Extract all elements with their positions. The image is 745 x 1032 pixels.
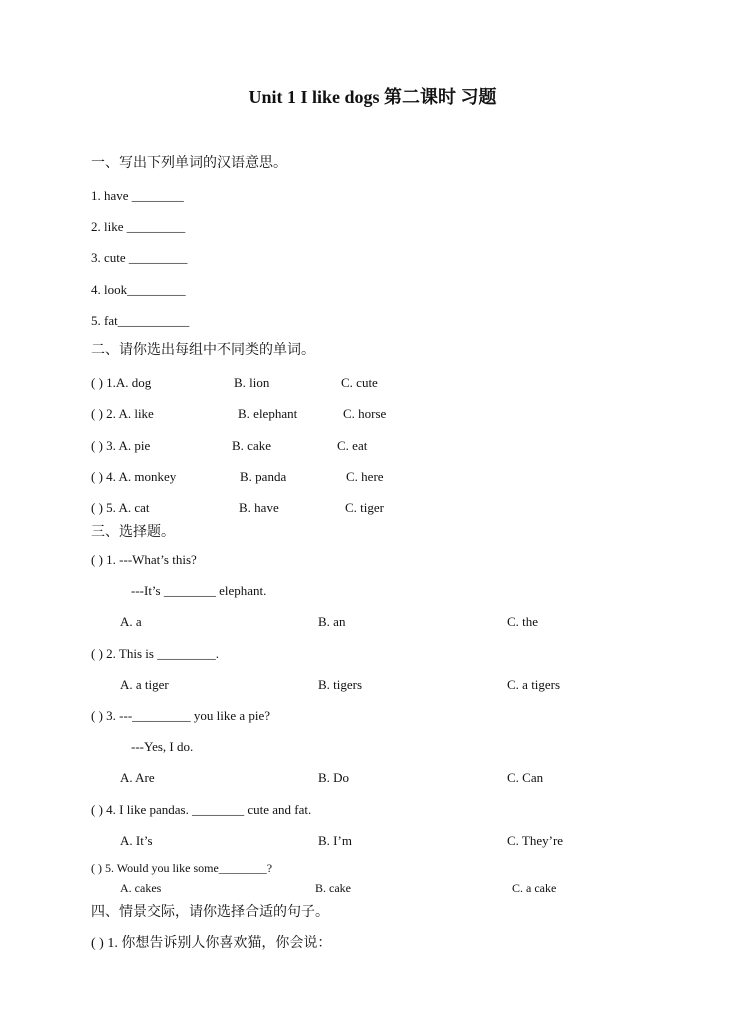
option-c: C. horse — [343, 406, 387, 421]
question-line: ---It’s ________ elephant. — [131, 583, 267, 598]
question-stem: ( ) 5. Would you like some________? — [91, 861, 273, 875]
question-stem: ( ) 4. I like pandas. ________ cute and fat. — [91, 802, 312, 817]
option-b: B. cake — [315, 881, 351, 895]
option-a: A. Are — [120, 770, 155, 785]
question-stem: ( ) 1. ---What’s this? — [91, 552, 197, 567]
option-c: C. here — [346, 469, 384, 484]
page-title: Unit 1 I like dogs 第二课时 习题 — [248, 87, 497, 107]
question-lead: ( ) 2. A. like — [91, 406, 154, 421]
question-stem: ( ) 2. This is _________. — [91, 646, 219, 661]
vocab-item: 4. look_________ — [91, 282, 186, 297]
option-a: A. a tiger — [120, 677, 169, 692]
option-b: B. lion — [234, 375, 270, 390]
question-lead: ( ) 5. A. cat — [91, 500, 150, 515]
option-b: B. Do — [318, 770, 350, 785]
question-lead: ( ) 4. A. monkey — [91, 469, 177, 484]
option-b: B. panda — [240, 469, 287, 484]
section-heading: 四、情景交际，请你选择合适的句子。 — [91, 905, 329, 920]
option-c: C. eat — [337, 438, 368, 453]
option-c: C. They’re — [507, 833, 564, 848]
option-b: B. have — [239, 500, 279, 515]
vocab-item: 5. fat___________ — [91, 313, 190, 328]
vocab-item: 3. cute _________ — [91, 250, 188, 265]
section-heading: 一、写出下列单词的汉语意思。 — [91, 156, 287, 171]
option-c: C. Can — [507, 770, 544, 785]
option-c: C. a cake — [512, 881, 557, 895]
option-c: C. cute — [341, 375, 378, 390]
question-stem: ( ) 1. 你想告诉别人你喜欢猫，你会说： — [91, 936, 332, 951]
option-a: A. cakes — [120, 881, 162, 895]
option-a: A. a — [120, 614, 142, 629]
option-c: C. the — [507, 614, 539, 629]
option-b: B. elephant — [238, 406, 298, 421]
option-a: A. It’s — [120, 833, 153, 848]
option-b: B. tigers — [318, 677, 363, 692]
option-b: B. an — [318, 614, 346, 629]
option-c: C. tiger — [345, 500, 384, 515]
question-line: ---Yes, I do. — [131, 739, 194, 754]
section-heading: 二、请你选出每组中不同类的单词。 — [91, 343, 315, 358]
vocab-item: 1. have ________ — [91, 188, 184, 203]
vocab-item: 2. like _________ — [91, 219, 186, 234]
option-b: B. I’m — [318, 833, 352, 848]
question-stem: ( ) 3. ---_________ you like a pie? — [91, 708, 271, 723]
section-heading: 三、选择题。 — [91, 525, 175, 540]
option-c: C. a tigers — [507, 677, 561, 692]
question-lead: ( ) 1.A. dog — [91, 375, 152, 390]
option-b: B. cake — [232, 438, 271, 453]
question-lead: ( ) 3. A. pie — [91, 438, 151, 453]
